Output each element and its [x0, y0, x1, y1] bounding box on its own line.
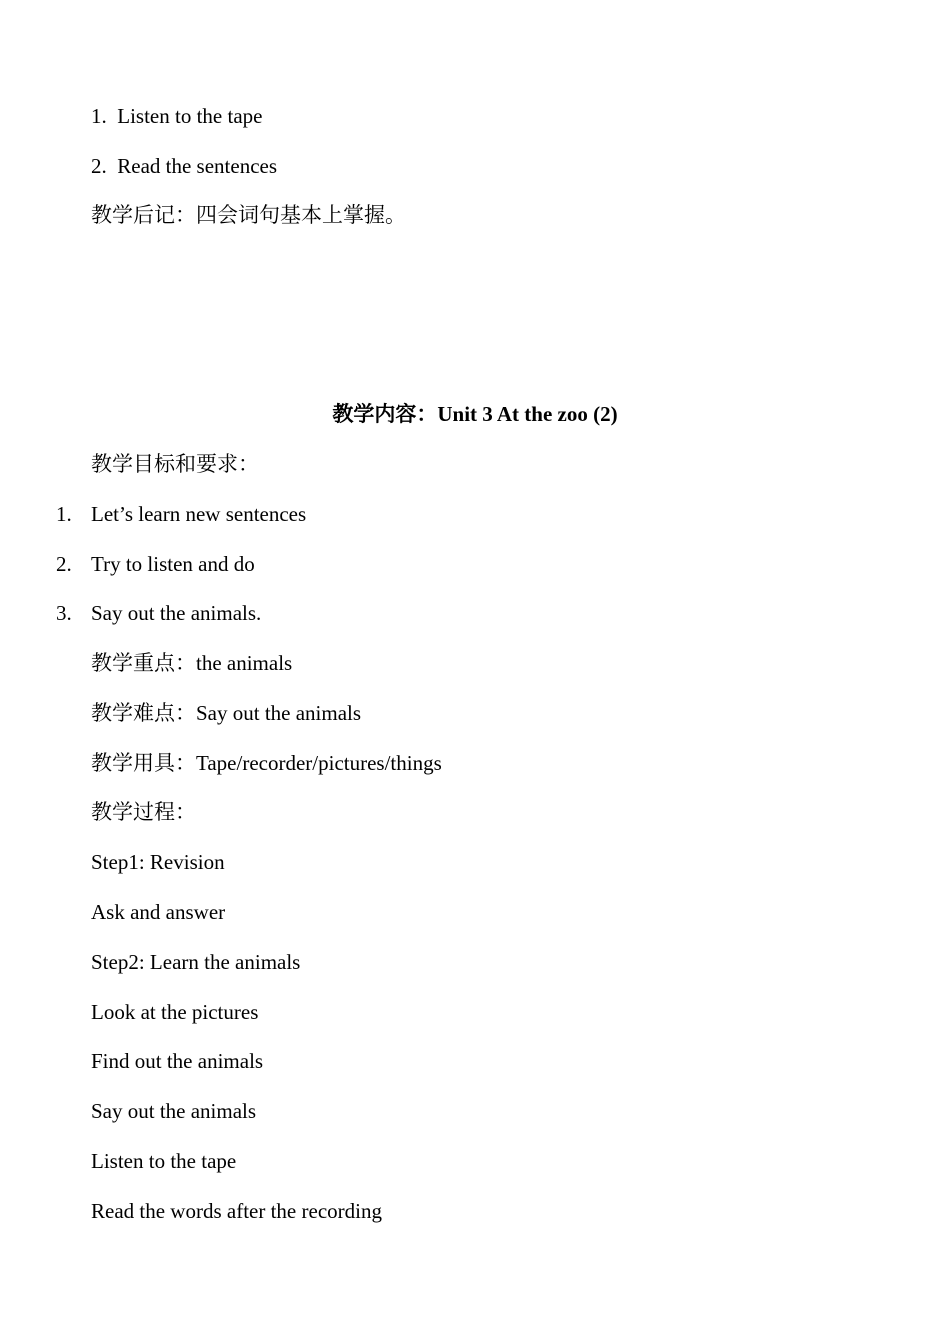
top-list-item: [91, 152, 277, 180]
list-text: Listen to the tape: [117, 104, 263, 128]
postscript: [91, 201, 406, 229]
objective-text: Let’s learn new sentences: [91, 502, 307, 526]
tools: [91, 749, 442, 777]
process-label: 教学过程：: [91, 800, 196, 824]
objective-item: [56, 550, 255, 578]
postscript-label: 教学后记：: [91, 203, 196, 227]
step-line: Read the words after the recording: [91, 1199, 382, 1223]
postscript-text: 四会词句基本上掌握。: [196, 203, 406, 227]
difficulty-label: 教学难点：: [91, 701, 196, 725]
tools-text: Tape/recorder/pictures/things: [196, 751, 442, 775]
objective-number: 2.: [56, 552, 72, 576]
lesson-title: [0, 400, 950, 428]
step-line: Step2: Learn the animals: [91, 950, 301, 974]
step-line: Ask and answer: [91, 900, 226, 924]
key-point: [91, 649, 292, 677]
objective-item: [56, 599, 261, 627]
list-number: 1.: [91, 104, 107, 128]
lesson-title-label: 教学内容：: [332, 402, 438, 426]
objective-text: Say out the animals.: [91, 601, 262, 625]
key-point-text: the animals: [196, 651, 293, 675]
list-text: Read the sentences: [117, 154, 278, 178]
key-point-label: 教学重点：: [91, 651, 196, 675]
top-list-item: [91, 102, 262, 130]
step-line: Look at the pictures: [91, 1000, 259, 1024]
objective-item: [56, 500, 306, 528]
step-line: Step1: Revision: [91, 850, 225, 874]
lesson-title-text: Unit 3 At the zoo (2): [437, 402, 618, 426]
difficulty-text: Say out the animals: [196, 701, 362, 725]
objectives-label: 教学目标和要求：: [91, 452, 259, 476]
objective-number: 1.: [56, 502, 72, 526]
step-line: Listen to the tape: [91, 1149, 237, 1173]
difficulty: [91, 699, 361, 727]
objective-text: Try to listen and do: [91, 552, 255, 576]
list-number: 2.: [91, 154, 107, 178]
step-line: Say out the animals: [91, 1099, 257, 1123]
objective-number: 3.: [56, 601, 72, 625]
step-line: Find out the animals: [91, 1049, 264, 1073]
tools-label: 教学用具：: [91, 751, 196, 775]
